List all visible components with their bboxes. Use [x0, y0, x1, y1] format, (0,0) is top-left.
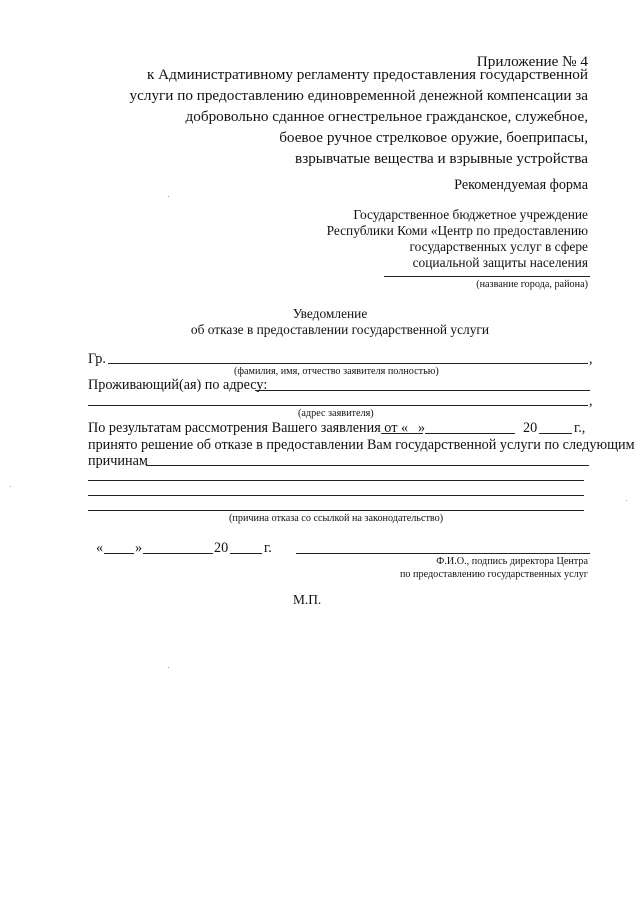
decision-line: принято решение об отказе в предоставлении Вам государственной услуги по следующим: [88, 437, 635, 453]
result-year: 20: [523, 420, 538, 436]
reasons-label: причинам: [88, 453, 148, 469]
stamp-label: М.П.: [293, 592, 322, 607]
reasons-caption: (причина отказа со ссылкой на законодательство): [229, 513, 444, 524]
notice-subtitle: об отказе в предоставлении государственной услуги: [190, 322, 490, 337]
sign-date-year: 20: [214, 540, 229, 556]
reasons-field-3: [88, 495, 584, 496]
scan-speck: [168, 196, 169, 197]
citizen-caption: (фамилия, имя, отчество заявителя полностью): [234, 366, 439, 377]
sign-day-field: [104, 553, 134, 554]
result-prefix: По результатам рассмотрения Вашего заявления от «: [88, 420, 409, 436]
reasons-field-2: [88, 480, 584, 481]
address-field: [255, 390, 590, 391]
appendix-title: Приложение № 4: [476, 53, 588, 70]
sign-date-suffix: г.: [264, 540, 272, 556]
signature-caption-1: Ф.И.О., подпись директора Центра: [436, 556, 588, 567]
city-caption: (название города, района): [476, 279, 588, 290]
institution-line: Государственное бюджетное учреждение: [353, 207, 588, 222]
sign-year-field: [230, 553, 262, 554]
scan-speck: [10, 486, 11, 487]
reasons-field-4: [88, 510, 584, 511]
signature-field: [296, 553, 590, 554]
notice-title: Уведомление: [292, 306, 368, 321]
citizen-prefix: Гр.: [88, 351, 106, 367]
result-day-field: [381, 433, 423, 434]
appendix-line: боевое ручное стрелковое оружие, боеприпасы,: [279, 129, 588, 146]
institution-line: Республики Коми «Центр по предоставлению: [326, 223, 588, 238]
institution-line: социальной защиты населения: [412, 255, 588, 270]
address-field-2: [88, 405, 588, 406]
scan-speck: [626, 500, 627, 501]
appendix-line: добровольно сданное огнестрельное гражданское, служебное,: [185, 108, 588, 125]
result-year-field: [539, 433, 572, 434]
citizen-name-field: [108, 363, 588, 364]
citizen-end: ,: [589, 351, 593, 367]
institution-line: государственных услуг в сфере: [409, 239, 588, 254]
result-year-suffix: г.,: [574, 420, 586, 436]
sign-date-open: «: [96, 540, 104, 556]
address-caption: (адрес заявителя): [298, 408, 374, 419]
appendix-line: взрывчатые вещества и взрывные устройства: [295, 150, 588, 167]
sign-month-field: [143, 553, 213, 554]
address-end: ,: [589, 393, 593, 409]
appendix-line: услуги по предоставлению единовременной денежной компенсации за: [129, 87, 588, 104]
sign-date-close: »: [135, 540, 143, 556]
city-line: [384, 276, 590, 277]
result-quote-close: »: [418, 420, 426, 436]
recommended-form-label: Рекомендуемая форма: [454, 177, 588, 193]
scan-speck: [168, 667, 169, 668]
signature-caption-2: по предоставлению государственных услуг: [399, 569, 588, 580]
reasons-field-1: [146, 465, 589, 466]
result-month-field: [425, 433, 515, 434]
appendix-line: к Административному регламенту предоставления государственной: [147, 66, 588, 83]
address-label: Проживающий(ая) по адресу:: [88, 377, 268, 393]
